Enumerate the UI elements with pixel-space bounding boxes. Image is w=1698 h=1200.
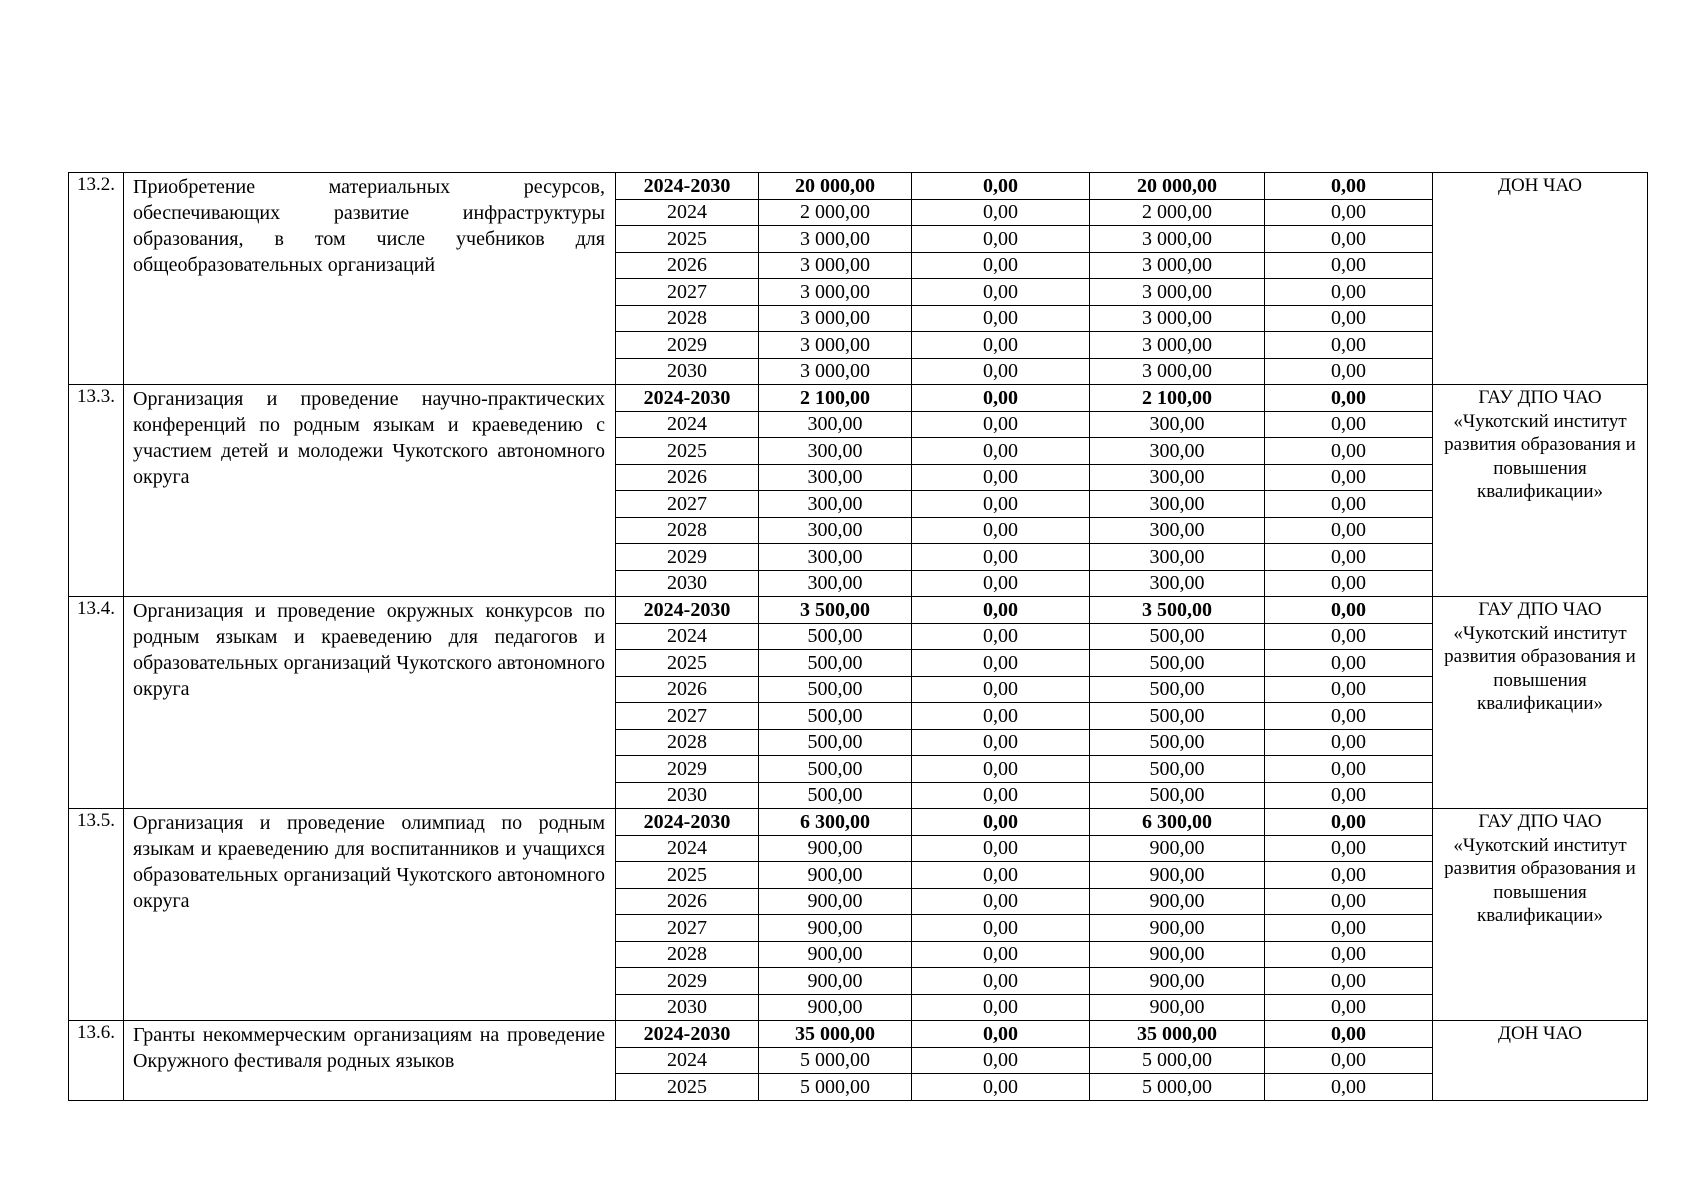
amount-cell: 5 000,00	[1090, 1047, 1265, 1074]
amount-cell: 0,00	[1265, 173, 1433, 200]
period-cell: 2028	[616, 517, 759, 544]
document-page	[68, 172, 1647, 1101]
amount-cell: 900,00	[1090, 915, 1265, 942]
period-cell: 2024	[616, 623, 759, 650]
period-cell: 2026	[616, 464, 759, 491]
amount-cell: 0,00	[1265, 517, 1433, 544]
amount-cell: 0,00	[912, 1047, 1090, 1074]
total-amount-cell: 300,00	[759, 464, 912, 491]
period-cell: 2028	[616, 941, 759, 968]
amount-cell: 0,00	[912, 332, 1090, 359]
amount-cell: 900,00	[1090, 888, 1265, 915]
amount-cell: 0,00	[1265, 994, 1433, 1021]
total-amount-cell: 2 100,00	[759, 385, 912, 412]
amount-cell: 0,00	[912, 703, 1090, 730]
total-amount-cell: 300,00	[759, 517, 912, 544]
period-cell: 2024-2030	[616, 809, 759, 836]
total-amount-cell: 500,00	[759, 756, 912, 783]
activity-name: Организация и проведение олимпиад по родным языкам и краеведению для воспитанников и учащихся образовательных организаций Чукотского автономного округа	[124, 809, 616, 1021]
table-row-total	[69, 809, 1648, 836]
amount-cell: 0,00	[912, 1021, 1090, 1048]
amount-cell: 3 000,00	[1090, 252, 1265, 279]
period-cell: 2030	[616, 994, 759, 1021]
amount-cell: 0,00	[912, 888, 1090, 915]
amount-cell: 0,00	[1265, 968, 1433, 995]
total-amount-cell: 900,00	[759, 994, 912, 1021]
amount-cell: 0,00	[912, 411, 1090, 438]
amount-cell: 0,00	[1265, 1021, 1433, 1048]
amount-cell: 2 100,00	[1090, 385, 1265, 412]
amount-cell: 0,00	[912, 570, 1090, 597]
total-amount-cell: 3 000,00	[759, 332, 912, 359]
activity-name: Гранты некоммерческим организациям на проведение Окружного фестиваля родных языков	[124, 1021, 616, 1101]
amount-cell: 0,00	[912, 650, 1090, 677]
amount-cell: 900,00	[1090, 862, 1265, 889]
total-amount-cell: 900,00	[759, 835, 912, 862]
total-amount-cell: 5 000,00	[759, 1074, 912, 1101]
total-amount-cell: 3 000,00	[759, 252, 912, 279]
amount-cell: 0,00	[912, 782, 1090, 809]
amount-cell: 900,00	[1090, 941, 1265, 968]
item-number: 13.5.	[69, 809, 124, 1021]
amount-cell: 5 000,00	[1090, 1074, 1265, 1101]
amount-cell: 0,00	[1265, 809, 1433, 836]
total-amount-cell: 3 000,00	[759, 305, 912, 332]
amount-cell: 3 000,00	[1090, 279, 1265, 306]
amount-cell: 900,00	[1090, 835, 1265, 862]
total-amount-cell: 6 300,00	[759, 809, 912, 836]
total-amount-cell: 900,00	[759, 968, 912, 995]
period-cell: 2024	[616, 199, 759, 226]
table-row-total	[69, 1021, 1648, 1048]
activity-name: Организация и проведение окружных конкурсов по родным языкам и краеведению для педагогов и образовательных организаций Чукотского автономного округа	[124, 597, 616, 809]
amount-cell: 300,00	[1090, 411, 1265, 438]
total-amount-cell: 900,00	[759, 862, 912, 889]
amount-cell: 300,00	[1090, 544, 1265, 571]
period-cell: 2024	[616, 411, 759, 438]
period-cell: 2030	[616, 782, 759, 809]
amount-cell: 0,00	[912, 517, 1090, 544]
amount-cell: 0,00	[1265, 862, 1433, 889]
period-cell: 2027	[616, 703, 759, 730]
period-cell: 2028	[616, 729, 759, 756]
period-cell: 2026	[616, 676, 759, 703]
amount-cell: 6 300,00	[1090, 809, 1265, 836]
amount-cell: 0,00	[912, 968, 1090, 995]
amount-cell: 0,00	[1265, 888, 1433, 915]
total-amount-cell: 500,00	[759, 703, 912, 730]
amount-cell: 0,00	[912, 544, 1090, 571]
amount-cell: 0,00	[912, 491, 1090, 518]
amount-cell: 0,00	[912, 941, 1090, 968]
amount-cell: 0,00	[1265, 1074, 1433, 1101]
amount-cell: 3 500,00	[1090, 597, 1265, 624]
amount-cell: 0,00	[1265, 941, 1433, 968]
amount-cell: 0,00	[1265, 729, 1433, 756]
total-amount-cell: 300,00	[759, 438, 912, 465]
amount-cell: 0,00	[1265, 782, 1433, 809]
amount-cell: 0,00	[912, 464, 1090, 491]
amount-cell: 0,00	[1265, 756, 1433, 783]
period-cell: 2029	[616, 756, 759, 783]
amount-cell: 3 000,00	[1090, 305, 1265, 332]
amount-cell: 0,00	[1265, 650, 1433, 677]
item-number: 13.3.	[69, 385, 124, 597]
total-amount-cell: 900,00	[759, 941, 912, 968]
amount-cell: 0,00	[912, 252, 1090, 279]
amount-cell: 0,00	[1265, 464, 1433, 491]
amount-cell: 0,00	[912, 438, 1090, 465]
amount-cell: 0,00	[912, 173, 1090, 200]
amount-cell: 900,00	[1090, 994, 1265, 1021]
amount-cell: 35 000,00	[1090, 1021, 1265, 1048]
amount-cell: 300,00	[1090, 517, 1265, 544]
amount-cell: 0,00	[912, 756, 1090, 783]
amount-cell: 500,00	[1090, 623, 1265, 650]
amount-cell: 0,00	[1265, 835, 1433, 862]
responsible-executor: ДОН ЧАО	[1433, 1021, 1648, 1101]
amount-cell: 0,00	[1265, 411, 1433, 438]
amount-cell: 900,00	[1090, 968, 1265, 995]
amount-cell: 500,00	[1090, 756, 1265, 783]
total-amount-cell: 500,00	[759, 782, 912, 809]
amount-cell: 300,00	[1090, 464, 1265, 491]
total-amount-cell: 3 000,00	[759, 279, 912, 306]
amount-cell: 0,00	[912, 385, 1090, 412]
amount-cell: 500,00	[1090, 729, 1265, 756]
amount-cell: 20 000,00	[1090, 173, 1265, 200]
amount-cell: 0,00	[1265, 491, 1433, 518]
total-amount-cell: 2 000,00	[759, 199, 912, 226]
period-cell: 2024	[616, 835, 759, 862]
amount-cell: 0,00	[912, 1074, 1090, 1101]
total-amount-cell: 900,00	[759, 915, 912, 942]
period-cell: 2025	[616, 226, 759, 253]
amount-cell: 0,00	[1265, 544, 1433, 571]
period-cell: 2024-2030	[616, 385, 759, 412]
period-cell: 2025	[616, 862, 759, 889]
period-cell: 2027	[616, 915, 759, 942]
period-cell: 2027	[616, 279, 759, 306]
total-amount-cell: 20 000,00	[759, 173, 912, 200]
period-cell: 2030	[616, 358, 759, 385]
amount-cell: 0,00	[1265, 623, 1433, 650]
amount-cell: 0,00	[912, 358, 1090, 385]
amount-cell: 300,00	[1090, 438, 1265, 465]
amount-cell: 3 000,00	[1090, 226, 1265, 253]
period-cell: 2029	[616, 544, 759, 571]
amount-cell: 0,00	[1265, 385, 1433, 412]
amount-cell: 500,00	[1090, 782, 1265, 809]
amount-cell: 0,00	[1265, 358, 1433, 385]
total-amount-cell: 3 000,00	[759, 226, 912, 253]
amount-cell: 0,00	[912, 279, 1090, 306]
amount-cell: 0,00	[1265, 597, 1433, 624]
period-cell: 2025	[616, 438, 759, 465]
amount-cell: 0,00	[912, 623, 1090, 650]
amount-cell: 0,00	[912, 809, 1090, 836]
total-amount-cell: 500,00	[759, 623, 912, 650]
amount-cell: 0,00	[1265, 305, 1433, 332]
amount-cell: 0,00	[1265, 676, 1433, 703]
total-amount-cell: 300,00	[759, 570, 912, 597]
period-cell: 2026	[616, 252, 759, 279]
period-cell: 2029	[616, 968, 759, 995]
amount-cell: 3 000,00	[1090, 332, 1265, 359]
period-cell: 2026	[616, 888, 759, 915]
amount-cell: 0,00	[912, 676, 1090, 703]
responsible-executor: ГАУ ДПО ЧАО «Чукотский институт развития образования и повышения квалификации»	[1433, 809, 1648, 1021]
amount-cell: 0,00	[912, 835, 1090, 862]
activity-name: Приобретение материальных ресурсов, обеспечивающих развитие инфраструктуры образования, в том числе учебников для общеобразовательных организаций	[124, 173, 616, 385]
period-cell: 2024	[616, 1047, 759, 1074]
total-amount-cell: 500,00	[759, 729, 912, 756]
responsible-executor: ГАУ ДПО ЧАО «Чукотский институт развития образования и повышения квалификации»	[1433, 597, 1648, 809]
activity-name: Организация и проведение научно-практических конференций по родным языкам и краеведению с участием детей и молодежи Чукотского автономного округа	[124, 385, 616, 597]
period-cell: 2024-2030	[616, 1021, 759, 1048]
amount-cell: 0,00	[1265, 279, 1433, 306]
amount-cell: 2 000,00	[1090, 199, 1265, 226]
total-amount-cell: 900,00	[759, 888, 912, 915]
table-row-total	[69, 597, 1648, 624]
amount-cell: 0,00	[1265, 332, 1433, 359]
amount-cell: 0,00	[912, 915, 1090, 942]
total-amount-cell: 5 000,00	[759, 1047, 912, 1074]
amount-cell: 0,00	[1265, 570, 1433, 597]
amount-cell: 0,00	[912, 305, 1090, 332]
total-amount-cell: 35 000,00	[759, 1021, 912, 1048]
item-number: 13.6.	[69, 1021, 124, 1101]
amount-cell: 0,00	[1265, 703, 1433, 730]
amount-cell: 0,00	[912, 226, 1090, 253]
period-cell: 2024-2030	[616, 597, 759, 624]
amount-cell: 0,00	[1265, 1047, 1433, 1074]
program-activities-table	[68, 172, 1648, 1101]
amount-cell: 0,00	[912, 729, 1090, 756]
amount-cell: 0,00	[1265, 199, 1433, 226]
amount-cell: 300,00	[1090, 491, 1265, 518]
amount-cell: 0,00	[1265, 226, 1433, 253]
amount-cell: 0,00	[912, 199, 1090, 226]
amount-cell: 0,00	[912, 597, 1090, 624]
amount-cell: 0,00	[1265, 915, 1433, 942]
amount-cell: 0,00	[1265, 252, 1433, 279]
amount-cell: 0,00	[912, 862, 1090, 889]
total-amount-cell: 300,00	[759, 411, 912, 438]
total-amount-cell: 3 000,00	[759, 358, 912, 385]
total-amount-cell: 3 500,00	[759, 597, 912, 624]
total-amount-cell: 500,00	[759, 676, 912, 703]
period-cell: 2027	[616, 491, 759, 518]
period-cell: 2025	[616, 650, 759, 677]
period-cell: 2024-2030	[616, 173, 759, 200]
amount-cell: 500,00	[1090, 650, 1265, 677]
period-cell: 2030	[616, 570, 759, 597]
responsible-executor: ДОН ЧАО	[1433, 173, 1648, 385]
amount-cell: 3 000,00	[1090, 358, 1265, 385]
item-number: 13.2.	[69, 173, 124, 385]
total-amount-cell: 300,00	[759, 544, 912, 571]
amount-cell: 0,00	[1265, 438, 1433, 465]
amount-cell: 300,00	[1090, 570, 1265, 597]
table-row-total	[69, 173, 1648, 200]
period-cell: 2025	[616, 1074, 759, 1101]
period-cell: 2029	[616, 332, 759, 359]
table-row-total	[69, 385, 1648, 412]
item-number: 13.4.	[69, 597, 124, 809]
amount-cell: 500,00	[1090, 703, 1265, 730]
total-amount-cell: 300,00	[759, 491, 912, 518]
amount-cell: 0,00	[912, 994, 1090, 1021]
amount-cell: 500,00	[1090, 676, 1265, 703]
period-cell: 2028	[616, 305, 759, 332]
responsible-executor: ГАУ ДПО ЧАО «Чукотский институт развития образования и повышения квалификации»	[1433, 385, 1648, 597]
total-amount-cell: 500,00	[759, 650, 912, 677]
